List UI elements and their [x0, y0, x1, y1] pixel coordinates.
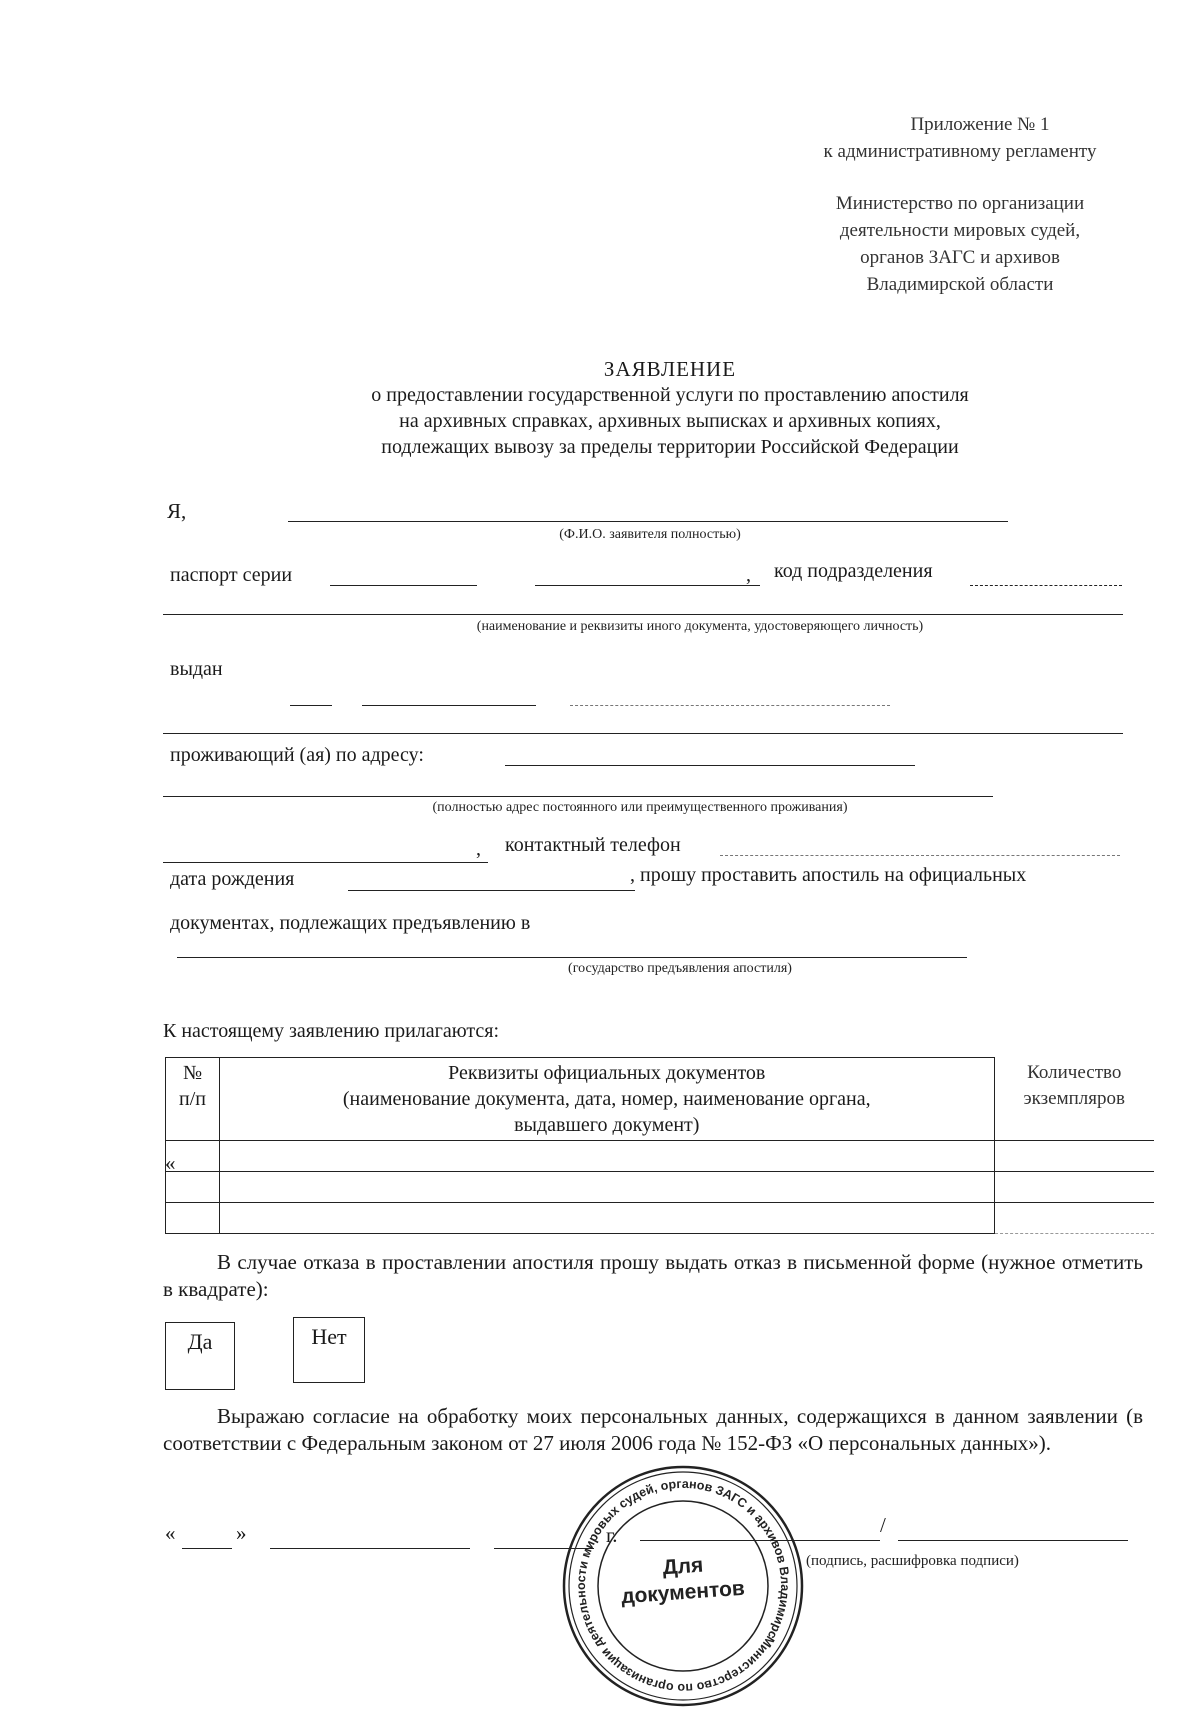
row-document-cell[interactable] [219, 1172, 994, 1203]
attachments-intro: К настоящему заявлению прилагаются: [163, 1020, 500, 1042]
passport-label: паспорт серии [170, 564, 293, 586]
table-row[interactable] [166, 1172, 1155, 1203]
year-suffix: г. [606, 1523, 618, 1547]
date-quote-open: « [165, 1521, 176, 1545]
phone-label: контактный телефон [505, 834, 681, 856]
code-field[interactable] [970, 585, 1122, 586]
title-line: на архивных справках, архивных выписках и архивных копиях, [399, 410, 941, 432]
date-quote-open: « [165, 1151, 176, 1175]
issued-field-2[interactable] [362, 705, 536, 706]
issued-field-4[interactable] [163, 733, 1123, 734]
address-label: проживающий (ая) по адресу: [170, 744, 424, 766]
birth-date-field[interactable] [348, 890, 635, 891]
table-header-row [166, 1058, 1155, 1141]
birth-label: дата рождения [170, 868, 295, 890]
appendix-header [760, 111, 1160, 165]
comma: , [746, 564, 751, 586]
row-number-cell[interactable] [166, 1172, 220, 1203]
table-row[interactable] [166, 1141, 1155, 1172]
other-document-field[interactable] [163, 614, 1123, 615]
yes-checkbox[interactable] [165, 1322, 235, 1390]
stamp-center-line: документов [620, 1576, 746, 1609]
address-field-3[interactable] [163, 862, 488, 863]
appendix-regulation: к административному регламенту [823, 141, 1097, 162]
stamp-ring-text: Министерство по организации деятельности мировых судей, органов ЗАГС и архивов Владимирской [573, 1476, 793, 1696]
date-month-field[interactable] [270, 1548, 470, 1549]
comma: , [476, 838, 481, 860]
signature-hint: (подпись, расшифровка подписи) [806, 1553, 1019, 1569]
no-checkbox[interactable] [293, 1317, 365, 1383]
col-documents-header: Реквизиты официальных документов (наименование документа, дата, номер, наименование органа, выдавшего документ) [219, 1058, 994, 1141]
code-label: код подразделения [774, 560, 933, 582]
appendix-number: Приложение № 1 [910, 114, 1050, 135]
address-hint: (полностью адрес постоянного или преимущественного проживания) [432, 800, 848, 815]
date-quote-close: » [236, 1521, 247, 1545]
address-field-2[interactable] [163, 796, 993, 797]
row-document-cell[interactable] [219, 1141, 994, 1172]
passport-series-field[interactable] [330, 585, 477, 586]
refusal-text: В случае отказа в проставлении апостиля прошу выдать отказ в письменной форме (нужное отметить в квадрате): [163, 1250, 1143, 1301]
organization-stamp [560, 1463, 806, 1709]
state-field[interactable] [177, 957, 967, 958]
signature-decoding-field[interactable] [898, 1540, 1128, 1541]
row-quantity-cell[interactable] [994, 1203, 1154, 1234]
request-text: , прошу проставить апостиль на официальных [630, 864, 1027, 886]
i-label: Я, [167, 499, 187, 523]
table-row[interactable] [166, 1203, 1155, 1234]
row-number-cell[interactable] [166, 1203, 220, 1234]
issued-field-1[interactable] [290, 705, 332, 706]
fio-field[interactable] [288, 521, 1008, 522]
consent-text: Выражаю согласие на обработку моих персональных данных, содержащихся в данном заявлении (в соответствии с Федеральным законом от 27 июля 2006 года № 152-ФЗ «О персональных данных»). [163, 1404, 1143, 1455]
row-quantity-cell[interactable] [994, 1172, 1154, 1203]
signature-slash: / [880, 1513, 886, 1537]
fio-hint: (Ф.И.О. заявителя полностью) [559, 527, 741, 542]
document-title [200, 356, 1140, 460]
col-number-header: № п/п [166, 1058, 220, 1141]
state-hint: (государство предъявления апостиля) [568, 961, 792, 976]
passport-number-field[interactable] [535, 585, 760, 586]
title-line: о предоставлении государственной услуги по проставлению апостиля [371, 384, 969, 406]
ministry-line: Владимирской области [866, 274, 1054, 295]
date-day-field[interactable] [182, 1548, 232, 1549]
ministry-block [770, 190, 1150, 298]
row-document-cell[interactable] [219, 1203, 994, 1234]
no-label: Нет [311, 1324, 347, 1349]
row-quantity-cell[interactable] [994, 1141, 1154, 1172]
attachments-table [165, 1057, 1154, 1234]
title-main: ЗАЯВЛЕНИЕ [603, 357, 737, 381]
yes-label: Да [187, 1329, 213, 1354]
documents-text: документах, подлежащих предъявлению в [170, 912, 531, 934]
issued-label: выдан [170, 658, 223, 680]
col-quantity-header: Количество экземпляров [994, 1058, 1154, 1141]
stamp-center-line: Для [661, 1553, 704, 1580]
title-line: подлежащих вывозу за пределы территории Российской Федерации [381, 436, 959, 458]
address-field[interactable] [505, 765, 915, 766]
issued-field-3[interactable] [570, 705, 890, 706]
other-document-hint: (наименование и реквизиты иного документа, удостоверяющего личность) [476, 619, 924, 634]
ministry-line: деятельности мировых судей, [839, 220, 1081, 241]
phone-field[interactable] [720, 855, 1120, 856]
ministry-line: органов ЗАГС и архивов [860, 247, 1060, 268]
ministry-line: Министерство по организации [835, 193, 1085, 214]
